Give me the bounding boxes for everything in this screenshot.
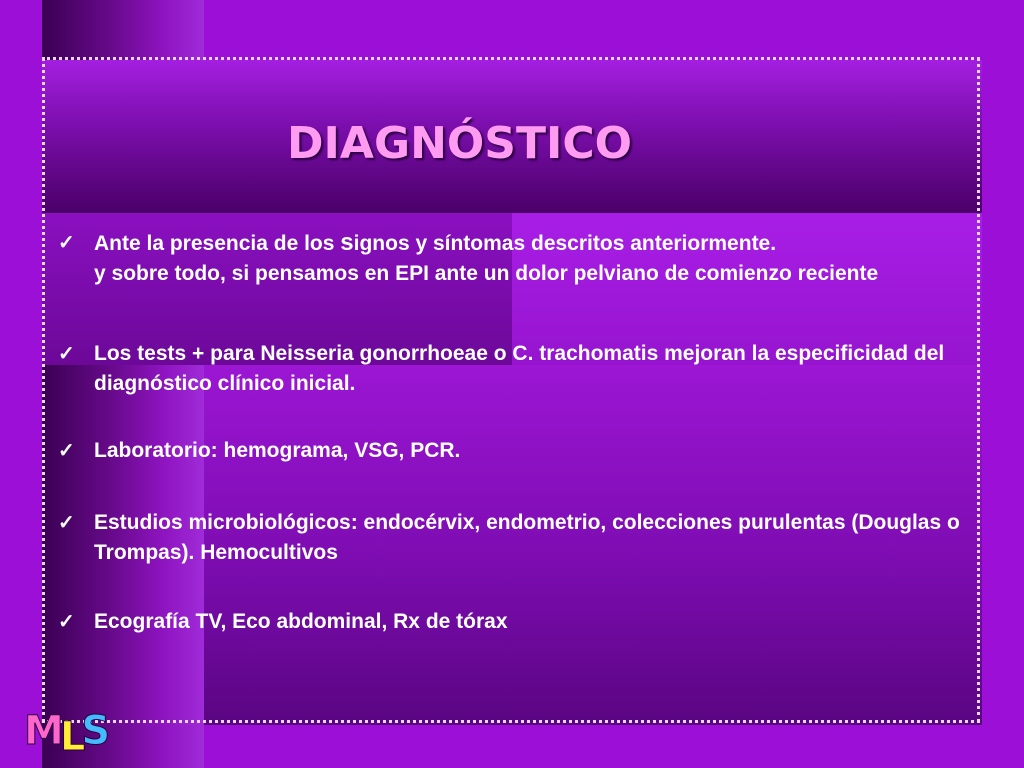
bullet-item bbox=[58, 436, 968, 466]
logo-letter: S bbox=[81, 708, 107, 754]
slide-title: DIAGNÓSTICO bbox=[287, 118, 633, 169]
bullet-text: Los tests + para Neisseria gonorrhoeae o C. trachomatis mejoran la especificidad del diagnóstico clínico inicial. bbox=[94, 342, 945, 395]
bullet-item bbox=[58, 607, 968, 637]
bullet-list bbox=[58, 228, 968, 637]
bullet-text: Estudios microbiológicos: endocérvix, endometrio, colecciones purulentas (Douglas o Trompas). Hemocultivos bbox=[94, 511, 960, 564]
check-icon: ✓ bbox=[58, 343, 75, 365]
check-icon: ✓ bbox=[58, 512, 75, 534]
check-icon: ✓ bbox=[58, 440, 75, 462]
bullet-item bbox=[58, 339, 968, 399]
bullet-item bbox=[58, 228, 968, 289]
bullet-text: Ecografía TV, Eco abdominal, Rx de tórax bbox=[94, 610, 508, 633]
bullet-item bbox=[58, 508, 968, 568]
bullet-text: Ante la presencia de los signos y síntomas descritos anteriormente. y sobre todo, si pensamos en EPI ante un dolor pelviano de comienzo reciente bbox=[94, 229, 879, 285]
logo-letter: L bbox=[59, 714, 82, 760]
mls-logo bbox=[24, 708, 106, 762]
check-icon: ✓ bbox=[58, 611, 75, 633]
bullet-text: Laboratorio: hemograma, VSG, PCR. bbox=[94, 439, 461, 462]
check-icon: ✓ bbox=[58, 232, 75, 254]
logo-letter: M bbox=[24, 708, 60, 754]
